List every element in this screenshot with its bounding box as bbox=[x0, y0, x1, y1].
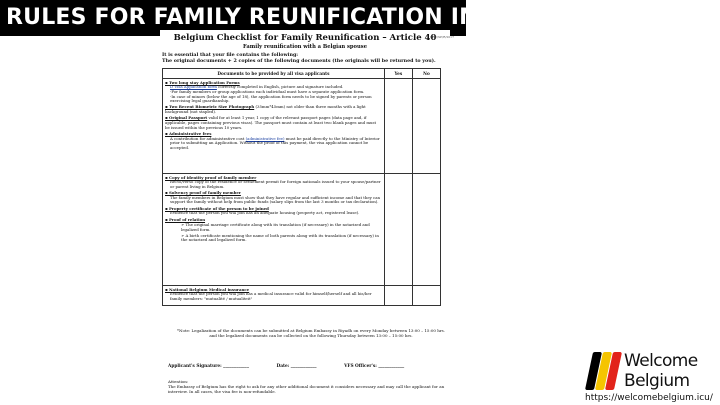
item-text: valid for at least 1 year, 1 copy of the relevant passport pages (data page and, if applicable, pages containing previous visas). The passport must contain at least two blank pages and must be issued within the previous 10 years. bbox=[165, 115, 377, 130]
item-heading: ▪ Copy of identity proof of family member bbox=[165, 176, 382, 181]
documents-cell bbox=[163, 79, 385, 174]
intro-line-1: It is essential that your file contains the following: bbox=[162, 52, 299, 58]
item-text: (35mm*45mm) not older than three months with a light background (not stapled). bbox=[165, 104, 366, 115]
signature-line bbox=[168, 364, 448, 369]
administrative-fee-link[interactable]: (administrative fee) bbox=[245, 135, 285, 141]
item-text: must be paid directly to the Ministry of Interior prior to submitting an Application. Without the proof of this payment, the visa application cannot be accepted. bbox=[170, 135, 380, 150]
title-banner: RULES FOR FAMILY REUNIFICATION IN BELGIUM bbox=[0, 0, 466, 36]
belgian-flag-stripes-icon bbox=[586, 352, 620, 390]
item-text: -In case of minors (below the age of 18), the application form needs to be signed by parents or person exercising legal guardianship. bbox=[170, 93, 372, 104]
yes-cell[interactable] bbox=[384, 174, 412, 286]
sub-item: ➢ A birth certificate mentioning the name of both parents along with its translation (if necessary) in the notarized and legalized form. bbox=[181, 234, 382, 243]
list-item bbox=[165, 81, 382, 104]
attention-text: The Embassy of Belgium has the right to ask for any other additional document it considers necessary and may call the applicant for an interview. In all cases, the visa fee is non-refundable. bbox=[168, 384, 445, 395]
list-item bbox=[165, 288, 382, 302]
welcome-belgium-logo bbox=[586, 350, 716, 392]
document-subtitle: Family reunification with a Belgian spouse bbox=[242, 44, 368, 50]
no-cell[interactable] bbox=[412, 286, 440, 306]
no-cell[interactable] bbox=[412, 174, 440, 286]
item-heading: ▪ Property certificate of the person to be joined bbox=[165, 207, 382, 212]
vfs-officer-field: VFS Officer's: ____________ bbox=[344, 364, 405, 369]
logo-word-welcome: Welcome bbox=[624, 351, 698, 371]
list-item bbox=[165, 176, 382, 190]
list-item bbox=[165, 132, 382, 151]
item-heading: ▪ Solvency proof of family member bbox=[165, 191, 382, 196]
applicant-signature-field: Applicant's Signature: ____________ bbox=[168, 364, 249, 369]
list-item bbox=[165, 105, 382, 114]
item-text: A contribution for administrative cost bbox=[170, 135, 245, 141]
column-header-yes: Yes bbox=[384, 69, 412, 79]
item-text: The family members in Belgium must show that they have regular and sufficient income and that they can support the family without help from public funds (salary slips from the last 3 months or tax declaration). bbox=[170, 194, 381, 205]
list-item bbox=[165, 191, 382, 205]
item-heading: ▪ Administrative fees bbox=[165, 132, 382, 137]
legalization-note: *Note: Legalization of the documents can be submitted at Belgium Embassy in Riyadh on every Monday between 13:00 – 15:00 hrs. and the legalized documents can be collected on the following Thursday between 13:00 – 15:00 hrs. bbox=[176, 328, 445, 339]
visa-form-link[interactable]: D Visa Application form bbox=[170, 84, 217, 90]
item-heading: ▪ National Belgium Medical insurance bbox=[165, 288, 382, 293]
item-text: correctly completed in English, picture and signature included. bbox=[218, 84, 344, 90]
item-heading: ▪ Original Passport bbox=[165, 115, 207, 120]
documents-cell bbox=[163, 174, 385, 286]
list-item bbox=[165, 218, 382, 243]
table-row bbox=[163, 174, 441, 286]
item-heading: ▪ Proof of relation bbox=[165, 218, 382, 223]
list-item bbox=[165, 116, 382, 130]
attention-label: Attention: bbox=[168, 379, 189, 384]
column-header-no: No bbox=[412, 69, 440, 79]
yes-cell[interactable] bbox=[384, 79, 412, 174]
attention-block bbox=[168, 379, 448, 395]
documents-cell bbox=[163, 286, 385, 306]
table-header-row bbox=[163, 69, 441, 79]
date-field: Date: ____________ bbox=[276, 364, 317, 369]
column-header-documents: Documents to be provided by all visa applicants bbox=[163, 69, 385, 79]
checklist-document bbox=[160, 30, 454, 405]
table-row bbox=[163, 286, 441, 306]
item-text: -For family members or group applications each individual must have a separate application form. bbox=[170, 88, 365, 94]
table-row bbox=[163, 79, 441, 174]
item-heading: ▪ Two Recent Biometric Size Photograph bbox=[165, 104, 254, 109]
logo-word-belgium: Belgium bbox=[624, 371, 690, 391]
yes-cell[interactable] bbox=[384, 286, 412, 306]
checklist-table bbox=[162, 68, 441, 306]
item-text: Evidence that the person you will join has an adequate housing (property act, registered lease). bbox=[170, 210, 360, 216]
item-text: Evidence that the person you will join has a medical insurance valid for himself/herself and all his/her family members: "mutualité / mutualiteit" bbox=[170, 291, 372, 301]
website-url-link[interactable]: https://welcomebelgium.icu/ bbox=[585, 393, 713, 403]
item-text: Recto/verso copy of the residence or settlement permit for foreign nationals issued to your spouse/partner or parent living in Belgium. bbox=[170, 179, 381, 189]
item-heading: ▪ Two long stay Application Forms bbox=[165, 81, 382, 86]
document-reference: BRU/SP/R/2017 bbox=[430, 35, 454, 39]
no-cell[interactable] bbox=[412, 79, 440, 174]
document-title: Belgium Checklist for Family Reunification – Article 40 bbox=[173, 33, 437, 43]
intro-line-2: The original documents + 2 copies of the following documents (the originals will be returned to you). bbox=[162, 58, 436, 64]
sub-item: ➢ The original marriage certificate along with its translation (if necessary) in the notarized and legalized form. bbox=[181, 223, 382, 232]
list-item bbox=[165, 207, 382, 216]
